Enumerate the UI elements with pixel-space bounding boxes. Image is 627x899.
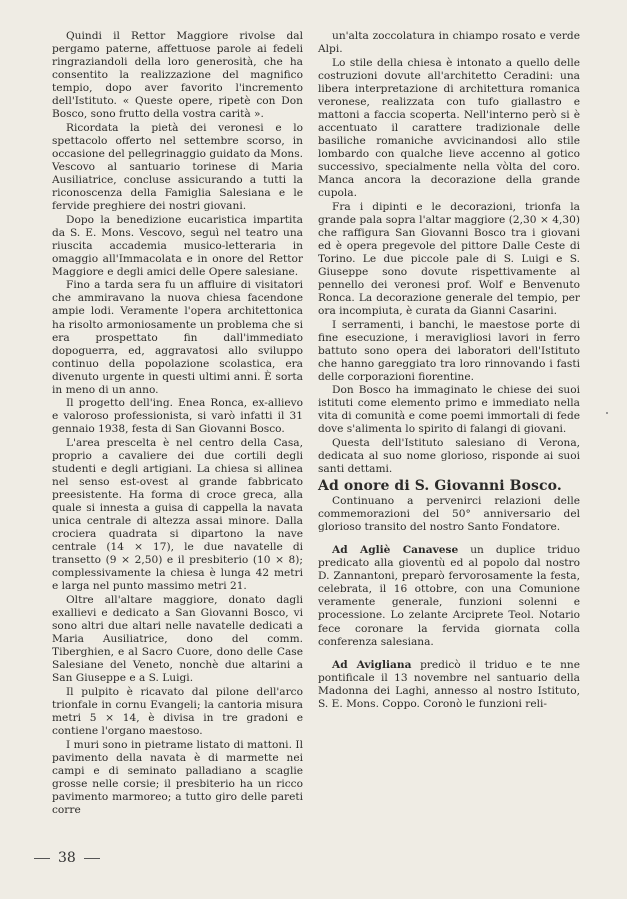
paragraph: Quindi il Rettor Maggiore rivolse dal pergamo paterne, affettuose parole ai fedeli ringraziandoli della loro generosità, che ha consentito la realizzazione del magnifico tempio, dopo aver favorito l'incremento dell'Istituto. « Queste opere, ripetè con Don Bosco, sono frutto della vostra carità ». (52, 30, 303, 121)
section-intro: Continuano a pervenirci relazioni delle commemorazioni del 50° anniversario del glorioso transito del nostro Santo Fondatore. (318, 495, 580, 534)
paragraph: Lo stile della chiesa è intonato a quello delle costruzioni dovute all'architetto Ceradini: una libera interpretazione di architettura romanica veronese, realizzata con tufo giallastro e mattoni a faccia scoperta. Nell'interno però si è accentuato il carattere tradizionale delle basiliche romaniche avvicinandosi allo stile lombardo con qualche lieve accenno al gotico successivo, specialmente nella vòlta del coro. Manca ancora la decorazione della grande cupola. (318, 56, 580, 200)
page-number: 38 (58, 850, 76, 866)
paragraph: un'alta zoccolatura in chiampo rosato e verde Alpi. (318, 30, 580, 56)
footer-dash-icon (84, 858, 100, 859)
place-name: Ad Agliè Canavese (332, 544, 459, 557)
paragraph: Fino a tarda sera fu un affluire di visitatori che ammiravano la nuova chiesa facendone ampie lodi. Veramente l'opera architettonica ha risolto armoniosamente un problema che si era prospettato fin dall'immediato dopoguerra, ed, aggravatosi allo sviluppo continuo della popolazione scolastica, era divenuto urgente in questi ultimi anni. È sorta in meno di un anno. (52, 279, 303, 396)
right-column (318, 30, 580, 711)
paragraph: Il progetto dell'ing. Enea Ronca, ex-allievo e valoroso professionista, si varò infatti il 31 gennaio 1938, festa di San Giovanni Bosco. (52, 397, 303, 436)
footer-dash-icon (34, 858, 50, 859)
report-aglie (318, 544, 580, 648)
left-column (52, 30, 303, 817)
paragraph: Oltre all'altare maggiore, donato dagli exallievi e dedicato a San Giovanni Bosco, vi sono altri due altari nelle navatelle dedicati a Maria Ausiliatrice, dono del comm. Tiberghien, e al Sacro Cuore, dono delle Case Salesiane del Veneto, nonchè due altarini a San Giuseppe e a S. Luigi. (52, 594, 303, 685)
report-avigliana (318, 659, 580, 711)
paragraph: Il pulpito è ricavato dal pilone dell'arco trionfale in cornu Evangeli; la cantoria misura metri 5 × 14, è divisa in tre gradoni e contiene l'organo maestoso. (52, 685, 303, 737)
paragraph: Ricordata la pietà dei veronesi e lo spettacolo offerto nel settembre scorso, in occasione del pellegrinaggio guidato da Mons. Vescovo al santuario torinese di Maria Ausiliatrice, concluse assicurando a tutti la riconoscenza della Famiglia Salesiana e le fervide preghiere dei nostri giovani. (52, 121, 303, 213)
paragraph: Fra i dipinti e le decorazioni, trionfa la grande pala sopra l'altar maggiore (2,30 × 4,30) che raffigura San Giovanni Bosco tra i giovani ed è opera pregevole del pittore Dalle Ceste di Torino. Le due piccole pale di S. Luigi e S. Giuseppe sono dovute rispettivamente al pennello dei veronesi prof. Wolf e Benvenuto Ronca. La decorazione generale del tempio, per ora incompiuta, è curata da Gianni Casarini. (318, 200, 580, 317)
section-heading: Ad onore di S. Giovanni Bosco. (318, 477, 562, 494)
page-footer (34, 850, 100, 866)
paragraph: L'area prescelta è nel centro della Casa, proprio a cavaliere dei due cortili degli studenti e degli artigiani. La chiesa si allinea nel senso est-ovest al grande fabbricato preesistente. Ha forma di croce greca, alla quale si innesta a guisa di cappella la navata unica centrale di altezza assai minore. Dalla crociera quadrata si dipartono la nave centrale (14 × 17), le due navatelle di transetto (9 × 2,50) e il presbiterio (10 × 8); complessivamente la chiesa è lunga 42 metri e larga nel punto massimo metri 21. (52, 436, 303, 593)
paragraph: I serramenti, i banchi, le maestose porte di fine esecuzione, i meravigliosi lavori in ferro battuto sono opera dei laboratori dell'Istituto che hanno gareggiato tra loro rinnovando i fasti delle corporazioni fiorentine. (318, 318, 580, 383)
paragraph: Don Bosco ha immaginato le chiese dei suoi istituti come elemento primo e immediato nella vita di comunità e come poemi immortali di fede dove s'alimenta lo spirito di falangi di giovani. (318, 384, 580, 436)
report-text: predicò il triduo e te nne pontificale il 13 novembre nel santuario della Madonna dei Laghi, annesso al nostro Istituto, S. E. Mons. Coppo. Coronò le funzioni reli- (318, 658, 580, 710)
place-name: Ad Avigliana (332, 658, 412, 671)
paragraph: Questa dell'Istituto salesiano di Verona, dedicata al suo nome glorioso, risponde ai suoi santi dettami. (318, 436, 580, 476)
paragraph: I muri sono in pietrame listato di mattoni. Il pavimento della navata è di marmette nei campi e di seminato palladiano a scaglie grosse nelle corsie; il presbiterio ha un ricco pavimento marmoreo; a tutto giro delle pareti corre (52, 738, 303, 816)
report-text: un duplice triduo predicato alla gioventù ed al popolo dal nostro D. Zannantoni, preparò fervorosamente la festa, celebrata, il 16 ottobre, con una Comunione veramente generale, funzioni solenni e processione. Lo zelante Arciprete Teol. Notario fece coronare la fervida giornata colla conferenza salesiana. (318, 544, 580, 648)
paragraph: Dopo la benedizione eucaristica impartita da S. E. Mons. Vescovo, seguì nel teatro una riuscita accademia musico-letteraria in omaggio all'Immacolata e in onore del Rettor Maggiore e degli amici delle Opere salesiane. (52, 213, 303, 278)
speck-mark (606, 412, 608, 414)
